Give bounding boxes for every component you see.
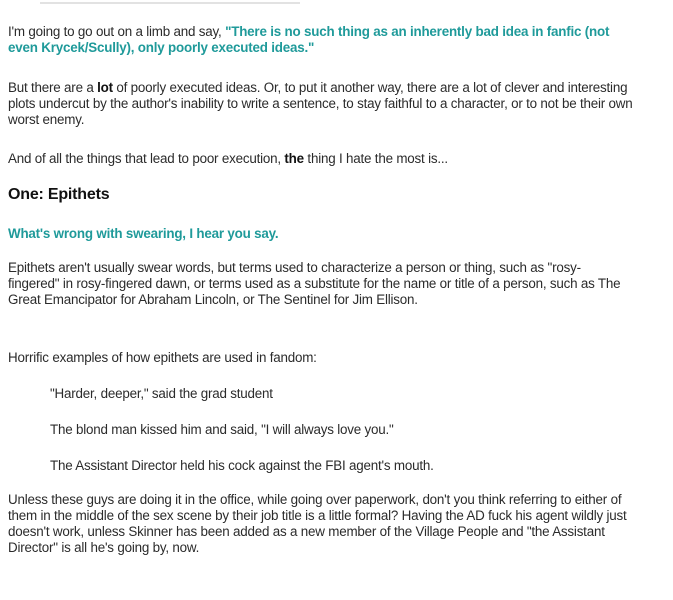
para2-emphasis: lot [97,80,113,95]
para3-post: thing I hate the most is... [303,151,448,166]
para3-emphasis: the [284,151,304,166]
section-subheading: What's wrong with swearing, I hear you say. [8,226,279,241]
poor-execution-paragraph [8,80,633,128]
thesis-quote: "There is no such thing as an inherently bad idea in fanfic (not even Krycek/Scully), only poorly executed ideas." [8,24,610,55]
example-quote: The Assistant Director held his cock against the FBI agent's mouth. [50,458,434,473]
example-quote: "Harder, deeper," said the grad student [50,386,273,401]
intro-paragraph [8,24,633,56]
para2-post: of poorly executed ideas. Or, to put it another way, there are a lot of clever and interesting plots undercut by the author's inability to write a sentence, to stay faithful to a character, or to not be their own worst enemy. [8,80,633,127]
cropped-heading-remnant [40,0,300,4]
intro-lead: I'm going to go out on a limb and say, [8,24,226,39]
closing-paragraph: Unless these guys are doing it in the office, while going over paperwork, don't you think referring to either of them in the middle of the sex scene by their job title is a little formal? Having the AD fuck his agent wildly just doesn't work, unless Skinner has been added as a new member of the Village People and "the Assistant Director" is all he's going by, now. [8,492,627,555]
epithet-definition-paragraph: Epithets aren't usually swear words, but terms used to characterize a person or thing, such as "rosy-fingered" in rosy-fingered dawn, or terms used as a substitute for the name or title of a person, such as The Great Emancipator for Abraham Lincoln, or The Sentinel for Jim Ellison. [8,260,621,307]
section-heading: One: Epithets [8,186,110,203]
example-quote: The blond man kissed him and said, "I will always love you." [50,422,394,437]
para2-pre: But there are a [8,80,98,95]
transition-paragraph [8,151,633,167]
para3-pre: And of all the things that lead to poor execution, [8,151,285,166]
examples-intro: Horrific examples of how epithets are used in fandom: [8,350,317,365]
